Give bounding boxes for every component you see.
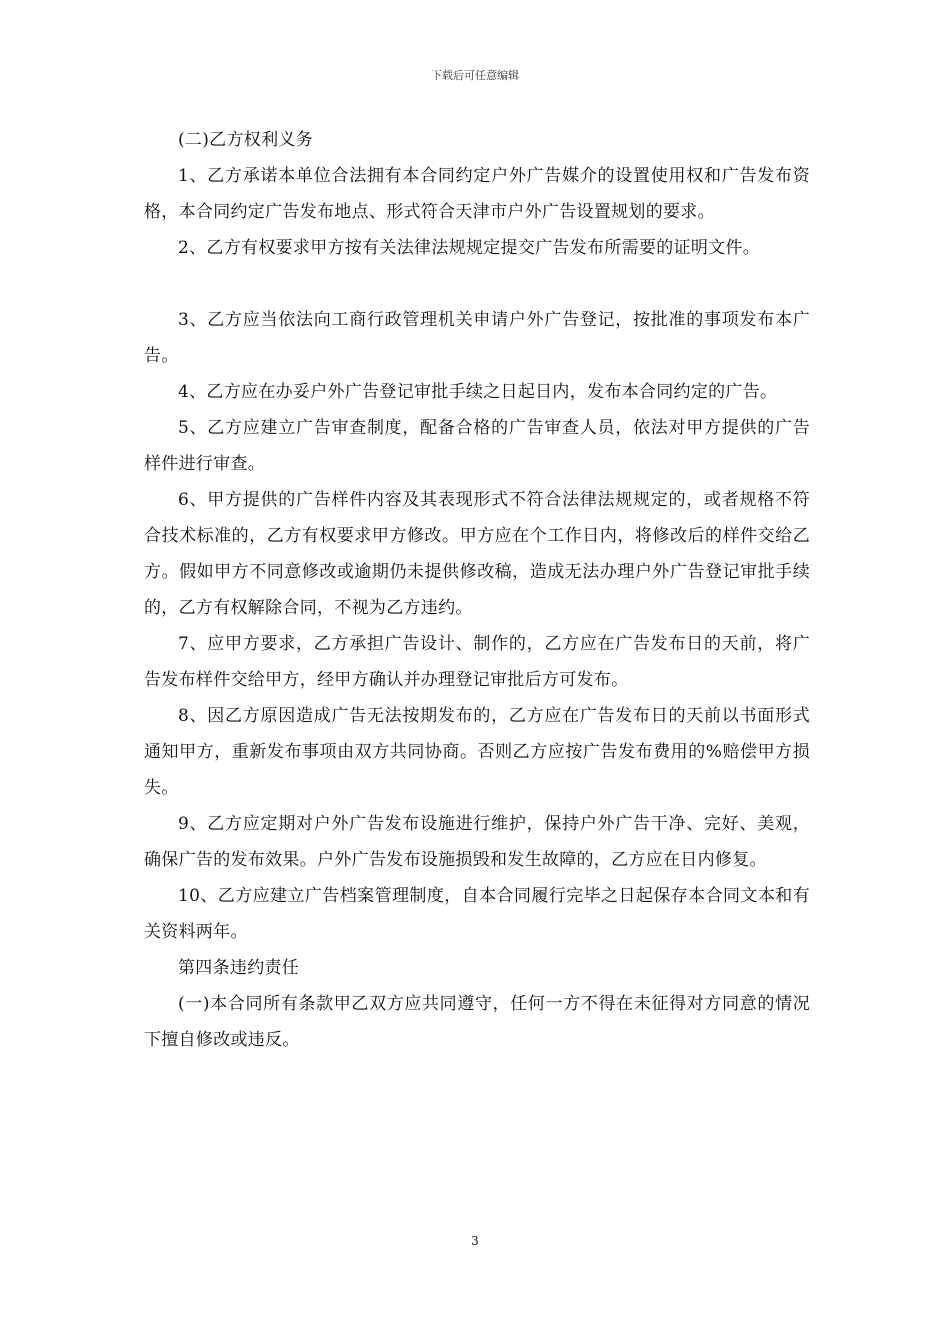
section-heading: (二)乙方权利义务 [178, 130, 313, 150]
page-number: 3 [471, 1234, 479, 1248]
clause-7: 7、应甲方要求，乙方承担广告设计、制作的，乙方应在广告发布日的天前，将广告发布样件交给甲方，经甲方确认并办理登记审批后方可发布。 [144, 634, 810, 690]
document-body [144, 122, 810, 1058]
clause-10: 10、乙方应建立广告档案管理制度，自本合同履行完毕之日起保存本合同文本和有关资料两年。 [144, 886, 810, 942]
liability-clause-1: (一)本合同所有条款甲乙双方应共同遵守，任何一方不得在未征得对方同意的情况下擅自修改或违反。 [144, 994, 810, 1050]
clause-2: 2、乙方有权要求甲方按有关法律法规规定提交广告发布所需要的证明文件。 [178, 238, 761, 258]
clause-3: 3、乙方应当依法向工商行政管理机关申请户外广告登记，按批准的事项发布本广告。 [144, 310, 810, 366]
article-heading: 第四条违约责任 [178, 958, 300, 978]
clause-4: 4、乙方应在办妥户外广告登记审批手续之日起日内，发布本合同约定的广告。 [178, 382, 778, 402]
page-header: 下载后可任意编辑 [431, 69, 519, 82]
clause-9: 9、乙方应定期对户外广告发布设施进行维护，保持户外广告干净、完好、美观，确保广告的发布效果。户外广告发布设施损毁和发生故障的，乙方应在日内修复。 [144, 814, 810, 870]
clause-6: 6、甲方提供的广告样件内容及其表现形式不符合法律法规规定的，或者规格不符合技术标准的，乙方有权要求甲方修改。甲方应在个工作日内，将修改后的样件交给乙方。假如甲方不同意修改或逾期仍未提供修改稿，造成无法办理户外广告登记审批手续的，乙方有权解除合同，不视为乙方违约。 [144, 490, 810, 618]
clause-8: 8、因乙方原因造成广告无法按期发布的，乙方应在广告发布日的天前以书面形式通知甲方，重新发布事项由双方共同协商。否则乙方应按广告发布费用的%赔偿甲方损失。 [144, 706, 810, 798]
clause-5: 5、乙方应建立广告审查制度，配备合格的广告审查人员，依法对甲方提供的广告样件进行审查。 [144, 418, 810, 474]
clause-1: 1、乙方承诺本单位合法拥有本合同约定户外广告媒介的设置使用权和广告发布资格，本合同约定广告发布地点、形式符合天津市户外广告设置规划的要求。 [144, 166, 810, 222]
